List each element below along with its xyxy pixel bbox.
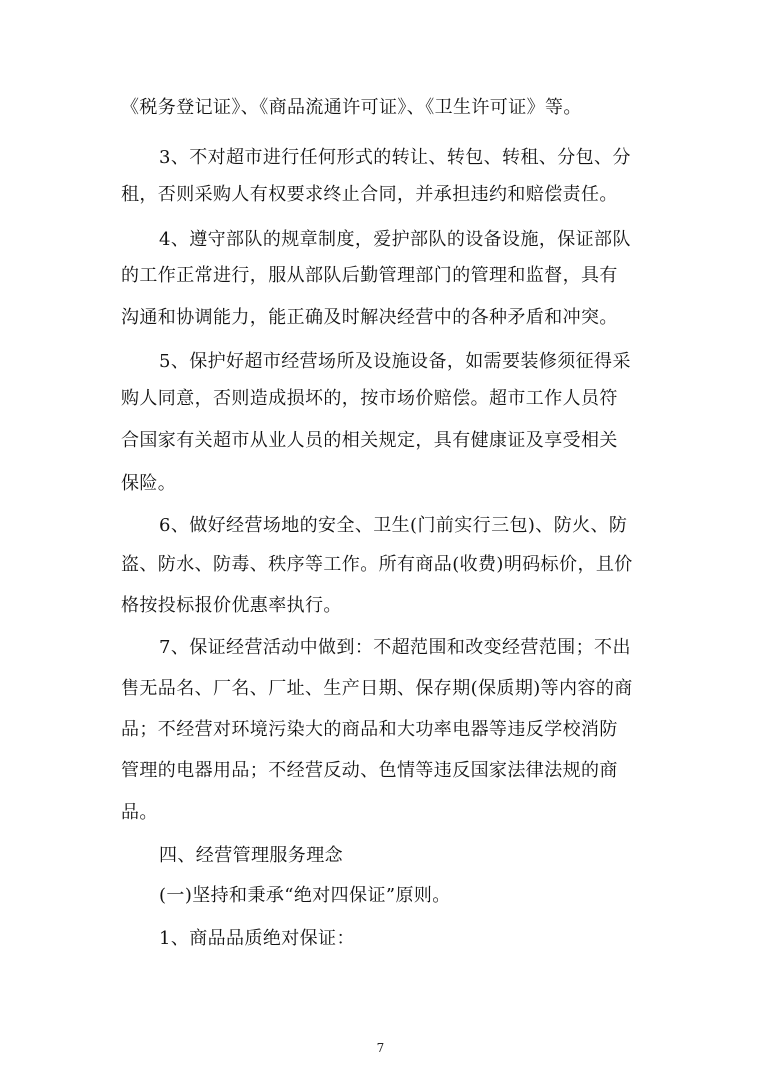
text-line: 购人同意，否则造成损坏的，按市场价赔偿。超市工作人员符 [121, 388, 618, 409]
text-line: 《税务登记证》、《商品流通许可证》、《卫生许可证》等。 [121, 97, 582, 118]
text-line: 5、保护好超市经营场所及设施设备，如需要装修须征得采 [159, 351, 631, 372]
subsection-heading: (一)坚持和秉承“绝对四保证”原则。 [159, 885, 451, 906]
text-line: 售无品名、厂名、厂址、生产日期、保存期(保质期)等内容的商 [121, 678, 633, 699]
text-line: 4、遵守部队的规章制度，爱护部队的设备设施，保证部队 [159, 229, 631, 250]
text-line: 3、不对超市进行任何形式的转让、转包、转租、分包、分 [159, 147, 631, 168]
text-line: 合国家有关超市从业人员的相关规定，具有健康证及享受相关 [121, 430, 618, 451]
text-line: 7、保证经营活动中做到：不超范围和改变经营范围；不出 [159, 637, 631, 658]
text-line: 沟通和协调能力，能正确及时解决经营中的各种矛盾和冲突。 [121, 307, 618, 328]
text-line: 品；不经营对环境污染大的商品和大功率电器等违反学校消防 [121, 719, 618, 740]
text-line: 管理的电器用品；不经营反动、色情等违反国家法律法规的商 [121, 760, 618, 781]
text-line: 1、商品品质绝对保证： [159, 928, 355, 949]
text-line: 保险。 [121, 473, 177, 494]
text-line: 盗、防水、防毒、秩序等工作。所有商品(收费)明码标价，且价 [121, 554, 633, 575]
section-heading: 四、经营管理服务理念 [159, 845, 343, 866]
text-line: 的工作正常进行，服从部队后勤管理部门的管理和监督，具有 [121, 265, 618, 286]
text-line: 6、做好经营场地的安全、卫生(门前实行三包)、防火、防 [159, 515, 628, 536]
text-line: 格按投标报价优惠率执行。 [121, 595, 342, 616]
text-line: 品。 [121, 802, 158, 823]
text-line: 租，否则采购人有权要求终止合同，并承担违约和赔偿责任。 [121, 184, 618, 205]
page-number: 7 [376, 1041, 385, 1055]
